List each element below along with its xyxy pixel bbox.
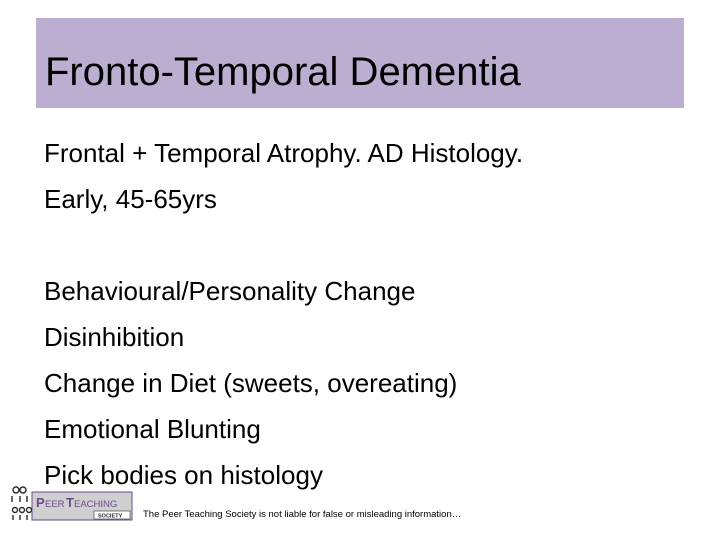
- svg-text:EACHING: EACHING: [74, 499, 118, 510]
- title-band: [36, 18, 684, 108]
- text-line: Pick bodies on histology: [44, 460, 323, 490]
- peer-teaching-society-logo: [10, 484, 134, 528]
- text-line: Disinhibition: [44, 322, 185, 352]
- disclaimer-text: The Peer Teaching Society is not liable for false or misleading information…: [143, 509, 462, 520]
- text-line: Behavioural/Personality Change: [44, 276, 416, 306]
- svg-text:P: P: [36, 495, 45, 510]
- text-line: Emotional Blunting: [44, 414, 261, 444]
- svg-text:T: T: [66, 495, 74, 510]
- bullet-list: [44, 130, 684, 498]
- text-line: Change in Diet (sweets, overeating): [44, 368, 458, 398]
- blank-line: [44, 222, 684, 268]
- text-line: Frontal + Temporal Atrophy. AD Histology.: [44, 138, 524, 168]
- slide-title: Fronto-Temporal Dementia: [45, 50, 521, 94]
- svg-text:EER: EER: [45, 499, 65, 510]
- text-line: Early, 45-65yrs: [44, 184, 217, 214]
- svg-text:SOCIETY: SOCIETY: [98, 513, 123, 520]
